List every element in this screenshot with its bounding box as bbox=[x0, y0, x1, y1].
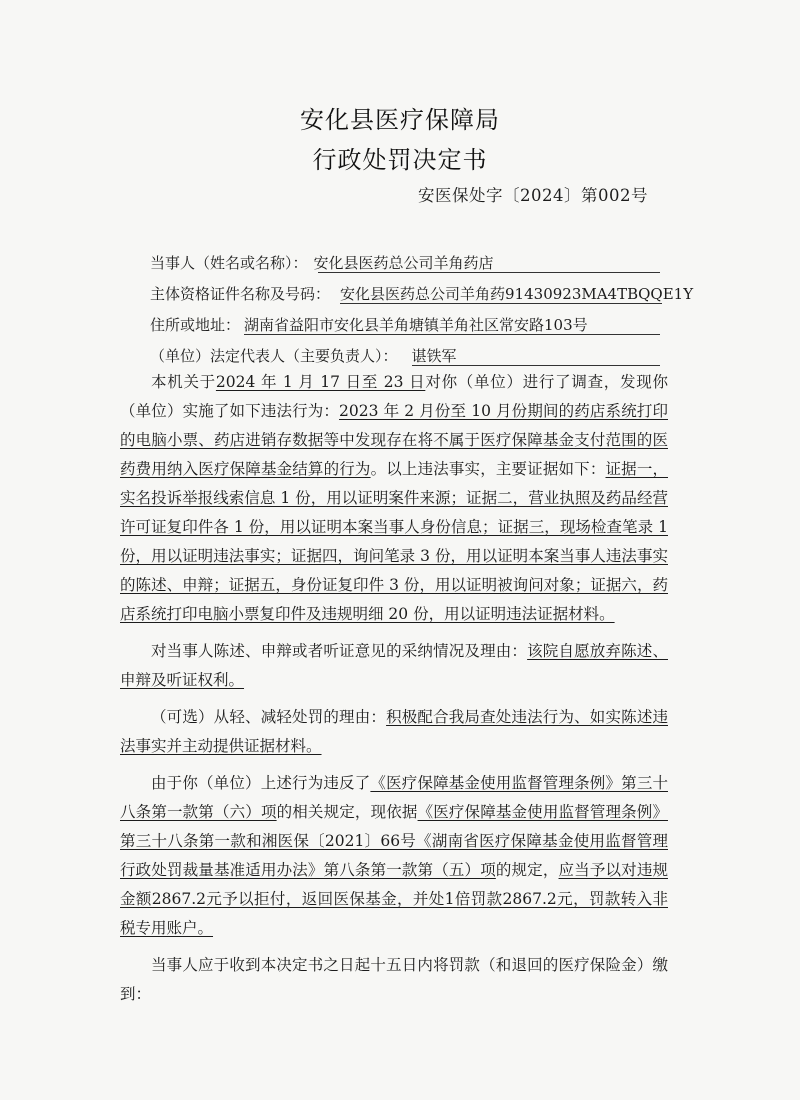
violation-description: 2023 年 2 月份至 10 月份期间的药店系统打印的电脑小票、药店进销存数据等中发现存在将不属于医疗保障基金支付范围的医药费用纳入医疗保障基金结算的行为 bbox=[120, 402, 668, 478]
certificate-value: 安化县医药总公司羊角药91430923MA4TBQQE1Y bbox=[340, 285, 694, 303]
address-value: 湖南省益阳市安化县羊角塘镇羊角社区常安路103号 bbox=[244, 316, 588, 334]
address-field bbox=[150, 314, 588, 335]
text-span: 本机关于 bbox=[151, 373, 216, 391]
legal-rep-underline bbox=[412, 365, 660, 366]
text-span: 。以上违法事实，主要证据如下： bbox=[370, 460, 606, 478]
legal-rep-field bbox=[150, 345, 457, 366]
party-name-underline bbox=[318, 272, 660, 273]
text-span: 的相关规定，现依据 bbox=[276, 803, 418, 821]
violated-regulation: 《医疗保障基金使用监督管理条例》第三十八条第一款第（六）项 bbox=[120, 774, 668, 821]
address-label: 住所或地址： bbox=[150, 316, 241, 334]
agency-title: 安化县医疗保障局 bbox=[300, 106, 500, 134]
evidence-list: 证据一，实名投诉举报线索信息 1 份，用以证明案件来源；证据二，营业执照及药品经营许可证复印件各 1 份，用以证明本案当事人身份信息；证据三，现场检查笔录 1 份，用以证明违法事实；证据四，询问笔录 3 份，用以证明本案当事人违法事实的陈述、申辩；证据五，身份证复印件 3 份，用以证明被询问对象；证据六，药店系统打印电脑小票复印件及违规明细 20 份，用以证明违法证据材料。 bbox=[120, 460, 668, 623]
mitigation-reason: 积极配合我局查处违法行为、如实陈述违法事实并主动提供证据材料。 bbox=[120, 708, 668, 755]
address-underline bbox=[244, 334, 660, 335]
party-name-label: 当事人（姓名或名称）： bbox=[150, 254, 308, 272]
text-span: （可选）从轻、减轻处罚的理由： bbox=[151, 708, 387, 726]
text-span: 由于你（单位）上述行为违反了 bbox=[151, 774, 371, 792]
legal-rep-label: （单位）法定代表人（主要负责人）： bbox=[150, 347, 398, 365]
party-name-field bbox=[150, 252, 494, 273]
legal-rep-value: 谌铁军 bbox=[411, 347, 457, 365]
document-type-title: 行政处罚决定书 bbox=[312, 146, 488, 174]
penalty-basis: 《医疗保障基金使用监督管理条例》第三十八条第一款和湘医保〔2021〕66号《湖南省医疗保障基金使用监督管理行政处罚裁量基准适用办法》第八条第一款第（五）项 bbox=[120, 803, 668, 879]
investigation-paragraph bbox=[120, 368, 668, 629]
statement-adoption: 该院自愿放弃陈述、申辩及听证权利。 bbox=[120, 642, 668, 689]
legal-basis-paragraph bbox=[120, 769, 668, 943]
party-name-value: 安化县医药总公司羊角药店 bbox=[313, 254, 494, 272]
certificate-label: 主体资格证件名称及号码： bbox=[150, 285, 331, 303]
investigation-date: 2024 年 1 月 17 日至 23 日 bbox=[215, 373, 426, 391]
mitigation-paragraph bbox=[120, 703, 668, 761]
text-span: 当事人应于收到本决定书之日起十五日内将罚款（和退回的医疗保险金）缴到： bbox=[120, 956, 668, 1003]
certificate-underline bbox=[340, 303, 662, 304]
text-span: 对当事人陈述、申辩或者听证意见的采纳情况及理由： bbox=[151, 642, 528, 660]
text-span: 的规定， bbox=[495, 861, 559, 879]
document-number: 安医保处字〔2024〕第002号 bbox=[418, 186, 648, 205]
payment-paragraph bbox=[120, 951, 668, 1009]
certificate-field bbox=[150, 283, 693, 304]
decision-body bbox=[120, 368, 668, 1009]
text-span: 对你（单位）进行了调查，发现你（单位）实施了如下违法行为： bbox=[120, 373, 668, 420]
statement-paragraph bbox=[120, 637, 668, 695]
penalty-decision: 应当予以对违规金额2867.2元予以拒付，返回医保基金，并处1倍罚款2867.2元，罚款转入非税专用账户。 bbox=[120, 861, 668, 937]
